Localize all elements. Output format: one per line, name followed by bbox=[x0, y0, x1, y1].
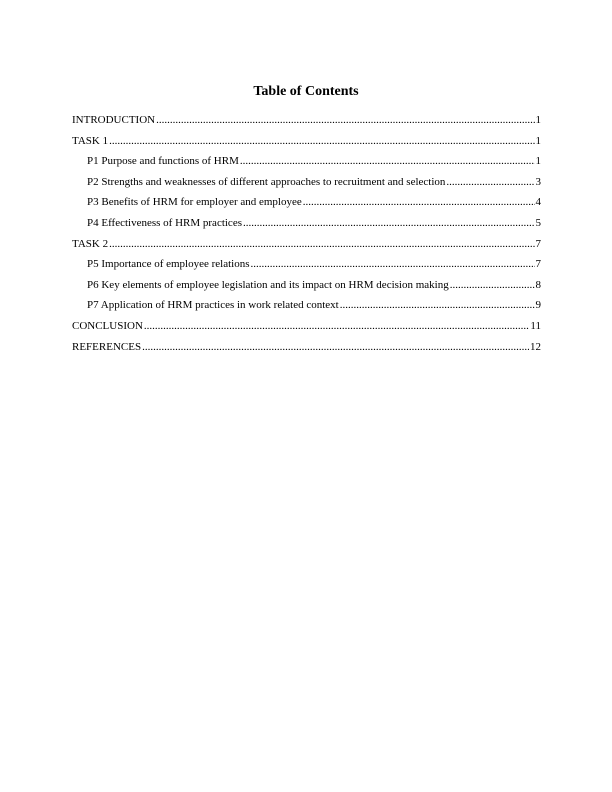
dot-leader bbox=[109, 237, 534, 251]
toc-entry-p1[interactable] bbox=[72, 154, 541, 175]
toc-page-number: 5 bbox=[535, 216, 541, 229]
toc-entry-task-1[interactable] bbox=[72, 134, 541, 155]
toc-page-number: 1 bbox=[535, 134, 541, 147]
toc-entry-p3[interactable] bbox=[72, 195, 541, 216]
toc-page-number: 9 bbox=[535, 299, 541, 312]
toc-entry-conclusion[interactable] bbox=[72, 319, 541, 340]
toc-entry-label: P7 Application of HRM practices in work related context bbox=[87, 299, 339, 312]
toc-entry-p2[interactable] bbox=[72, 175, 541, 196]
toc-page-number: 7 bbox=[535, 237, 541, 250]
toc-page-number: 7 bbox=[535, 258, 541, 271]
toc-entry-label: P3 Benefits of HRM for employer and employee bbox=[87, 196, 302, 209]
dot-leader bbox=[303, 195, 535, 209]
toc-entry-p5[interactable] bbox=[72, 257, 541, 278]
dot-leader bbox=[156, 113, 534, 127]
toc-page-number: 1 bbox=[535, 114, 541, 126]
toc-page-number: 12 bbox=[530, 340, 541, 353]
toc-entry-label: TASK 2 bbox=[72, 237, 109, 250]
dot-leader bbox=[243, 216, 535, 230]
dot-leader bbox=[109, 134, 534, 148]
toc-page-number: 3 bbox=[535, 175, 541, 188]
toc-entry-references[interactable] bbox=[72, 340, 541, 361]
dot-leader bbox=[142, 340, 529, 354]
dot-leader bbox=[450, 278, 535, 292]
toc-page-number: 4 bbox=[535, 196, 541, 209]
toc-page-number: 11 bbox=[530, 319, 541, 332]
toc-entry-p6[interactable] bbox=[72, 278, 541, 299]
toc-page-number: 1 bbox=[535, 155, 541, 168]
toc-entry-label: P4 Effectiveness of HRM practices bbox=[87, 216, 242, 229]
toc-page-number: 8 bbox=[535, 278, 541, 291]
dot-leader bbox=[340, 298, 535, 312]
table-of-contents bbox=[72, 113, 541, 360]
toc-entry-label: P2 Strengths and weaknesses of different approaches to recruitment and selection bbox=[87, 175, 446, 188]
toc-entry-label: P1 Purpose and functions of HRM bbox=[87, 155, 239, 168]
dot-leader bbox=[144, 319, 530, 333]
toc-entry-introduction[interactable] bbox=[72, 113, 541, 134]
dot-leader bbox=[240, 154, 535, 168]
toc-entry-p7[interactable] bbox=[72, 298, 541, 319]
toc-entry-label: REFERENCES bbox=[72, 340, 142, 353]
toc-entry-task-2[interactable] bbox=[72, 237, 541, 258]
dot-leader bbox=[251, 257, 535, 271]
toc-title: Table of Contents bbox=[253, 84, 359, 99]
toc-entry-label: P5 Importance of employee relations bbox=[87, 258, 250, 271]
dot-leader bbox=[446, 175, 534, 189]
toc-entry-p4[interactable] bbox=[72, 216, 541, 237]
toc-entry-label: CONCLUSION bbox=[72, 319, 143, 332]
toc-entry-label: P6 Key elements of employee legislation and its impact on HRM decision making bbox=[87, 278, 449, 291]
toc-entry-label: TASK 1 bbox=[72, 134, 109, 147]
toc-entry-label: INTRODUCTION bbox=[72, 114, 156, 126]
